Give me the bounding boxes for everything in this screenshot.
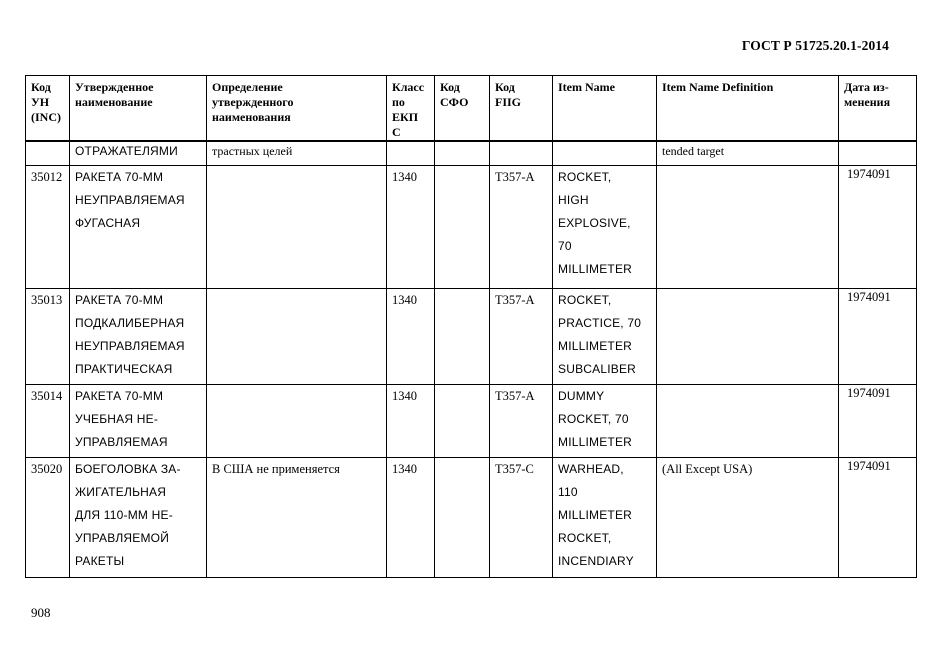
catalog-table (25, 75, 917, 578)
header-cell-class: Класс по ЕКП С (387, 76, 435, 142)
table-row (26, 457, 917, 577)
cell-class (387, 141, 435, 165)
cell-date: 1974091 (839, 384, 917, 457)
cell-fiig: T357-C (490, 457, 553, 577)
cell-definition: трастных целей (207, 141, 387, 165)
header-cell-definition: Определение утвержденного наименования (207, 76, 387, 142)
document-standard-header: ГОСТ Р 51725.20.1-2014 (741, 38, 889, 53)
cell-inc: 35014 (26, 384, 70, 457)
cell-item-name-definition (657, 288, 839, 384)
cell-inc: 35020 (26, 457, 70, 577)
cell-name: РАКЕТА 70-ММ НЕУПРАВЛЯЕМАЯ ФУГАСНАЯ (70, 165, 207, 288)
cell-name: РАКЕТА 70-ММ ПОДКАЛИБЕРНАЯ НЕУПРАВЛЯЕМАЯ ПРАКТИЧЕСКАЯ (70, 288, 207, 384)
cell-fiig: T357-A (490, 165, 553, 288)
header-cell-change-date: Дата из- менения (839, 76, 917, 142)
cell-sfo (435, 288, 490, 384)
cell-inc: 35013 (26, 288, 70, 384)
cell-class: 1340 (387, 384, 435, 457)
header-cell-inc: Код УН (INC) (26, 76, 70, 142)
cell-name: ОТРАЖАТЕЛЯМИ (70, 141, 207, 165)
table-row (26, 384, 917, 457)
cell-date: 1974091 (839, 165, 917, 288)
cell-date: 1974091 (839, 457, 917, 577)
cell-definition (207, 165, 387, 288)
cell-item-name-definition: tended target (657, 141, 839, 165)
table-header-row (26, 76, 917, 142)
page-number: 908 (31, 605, 51, 620)
cell-item-name: DUMMY ROCKET, 70 MILLIMETER (553, 384, 657, 457)
cell-item-name-definition: (All Except USA) (657, 457, 839, 577)
cell-inc: 35012 (26, 165, 70, 288)
table-row-continuation (26, 141, 917, 165)
cell-item-name: ROCKET, PRACTICE, 70 MILLIMETER SUBCALIBER (553, 288, 657, 384)
table-row (26, 288, 917, 384)
cell-class: 1340 (387, 165, 435, 288)
cell-fiig: T357-A (490, 384, 553, 457)
cell-definition (207, 384, 387, 457)
cell-inc (26, 141, 70, 165)
cell-date: 1974091 (839, 288, 917, 384)
cell-class: 1340 (387, 288, 435, 384)
cell-item-name (553, 141, 657, 165)
cell-item-name-definition (657, 384, 839, 457)
cell-name: РАКЕТА 70-ММ УЧЕБНАЯ НЕ- УПРАВЛЯЕМАЯ (70, 384, 207, 457)
cell-item-name-definition (657, 165, 839, 288)
cell-sfo (435, 141, 490, 165)
cell-name: БОЕГОЛОВКА ЗА- ЖИГАТЕЛЬНАЯ ДЛЯ 110-ММ НЕ- УПРАВЛЯЕМОЙ РАКЕТЫ (70, 457, 207, 577)
cell-sfo (435, 384, 490, 457)
cell-item-name: WARHEAD, 110 MILLIMETER ROCKET, INCENDIARY (553, 457, 657, 577)
cell-sfo (435, 457, 490, 577)
header-cell-sfo: Код СФО (435, 76, 490, 142)
cell-date (839, 141, 917, 165)
header-cell-fiig: Код FIIG (490, 76, 553, 142)
cell-definition: В США не применяется (207, 457, 387, 577)
table-row (26, 165, 917, 288)
cell-sfo (435, 165, 490, 288)
header-cell-item-name-definition: Item Name Definition (657, 76, 839, 142)
cell-definition (207, 288, 387, 384)
cell-fiig (490, 141, 553, 165)
cell-class: 1340 (387, 457, 435, 577)
cell-fiig: T357-A (490, 288, 553, 384)
header-cell-approved-name: Утвержденное наименование (70, 76, 207, 142)
cell-item-name: ROCKET, HIGH EXPLOSIVE, 70 MILLIMETER (553, 165, 657, 288)
header-cell-item-name: Item Name (553, 76, 657, 142)
